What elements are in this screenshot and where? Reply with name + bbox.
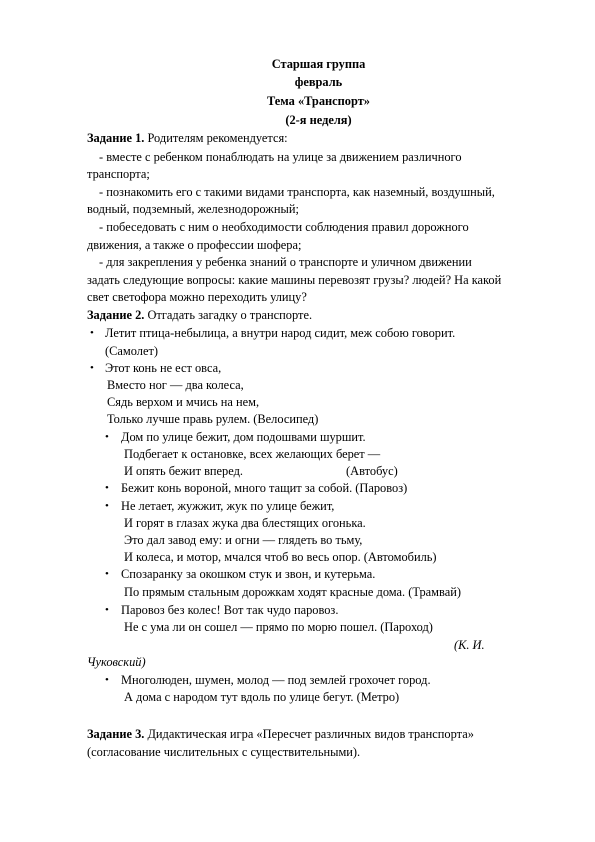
riddle-line: Паровоз без колес! Вот так чудо паровоз.: [121, 603, 339, 617]
task1-line: - вместе с ребенком понаблюдать на улице за движением различного: [99, 150, 462, 164]
task3-intro: Дидактическая игра «Пересчет различных видов транспорта»: [144, 727, 474, 741]
riddle-line: Сядь верхом и мчись на нем,: [107, 395, 260, 409]
task3-heading: [87, 726, 474, 742]
riddle-line: И опять бежит вперед.: [124, 464, 243, 478]
riddle-line: И горят в глазах жука два блестящих огонька.: [124, 516, 366, 530]
riddle-line: И колеса, и мотор, мчался чтоб во весь опор. (Автомобиль): [124, 550, 437, 564]
riddle-answer: (Самолет): [105, 344, 158, 358]
riddle-line: Летит птица-небылица, а внутри народ сидит, меж собою говорит.: [105, 326, 456, 340]
riddle-line: Бежит конь вороной, много тащит за собой. (Паровоз): [121, 481, 408, 495]
riddle-line: По прямым стальным дорожкам ходят красные дома. (Трамвай): [124, 585, 461, 599]
riddle-line: Многолюден, шумен, молод — под землей грохочет город.: [121, 673, 431, 687]
group-title: Старшая группа: [271, 57, 366, 71]
riddle-line: Вместо ног — два колеса,: [107, 378, 244, 392]
bullet-icon: •: [105, 431, 109, 443]
task1-line: задать следующие вопросы: какие машины перевозят грузы? людей? На какой: [87, 273, 502, 287]
task3-line: (согласование числительных с существительными).: [87, 745, 361, 759]
month-title: февраль: [294, 75, 343, 89]
riddle-line: Дом по улице бежит, дом подошвами шуршит.: [121, 430, 366, 444]
task1-line: - побеседовать с ним о необходимости соблюдения правил дорожного: [99, 220, 469, 234]
task1-line: водный, подземный, железнодорожный;: [87, 202, 299, 216]
task1-line: движения, а также о профессии шофера;: [87, 238, 302, 252]
task1-label: Задание 1.: [87, 131, 145, 145]
bullet-icon: •: [90, 362, 94, 374]
bullet-icon: •: [90, 327, 94, 339]
riddle-line: Спозаранку за окошком стук и звон, и кутерьма.: [121, 567, 376, 581]
riddle-line: Подбегает к остановке, всех желающих берет —: [124, 447, 381, 461]
riddle-line: Это дал завод ему: и огни — глядеть во тьму,: [124, 533, 363, 547]
bullet-icon: •: [105, 500, 109, 512]
task1-line: - познакомить его с такими видами транспорта, как наземный, воздушный,: [99, 185, 495, 199]
task1-heading: [87, 130, 288, 146]
riddle-line: А дома с народом тут вдоль по улице бегут. (Метро): [124, 690, 400, 704]
author-last: Чуковский): [87, 655, 146, 669]
task3-label: Задание 3.: [87, 727, 145, 741]
bullet-icon: •: [105, 604, 109, 616]
topic-title: Тема «Транспорт»: [267, 94, 370, 108]
bullet-icon: •: [105, 482, 109, 494]
riddle-line: Не летает, жужжит, жук по улице бежит,: [121, 499, 335, 513]
riddle-line: Не с ума ли он сошел — прямо по морю пошел. (Пароход): [124, 620, 433, 634]
task1-intro: Родителям рекомендуется:: [144, 131, 288, 145]
task2-intro: Отгадать загадку о транспорте.: [144, 308, 313, 322]
bullet-icon: •: [105, 568, 109, 580]
bullet-icon: •: [105, 674, 109, 686]
task1-line: свет светофора можно переходить улицу?: [87, 290, 307, 304]
task1-line: транспорта;: [87, 167, 150, 181]
task2-heading: [87, 307, 312, 323]
task2-label: Задание 2.: [87, 308, 145, 322]
task1-line: - для закрепления у ребенка знаний о транспорте и уличном движении: [99, 255, 472, 269]
riddle-line: Этот конь не ест овса,: [105, 361, 222, 375]
riddle-line: Только лучше правь рулем. (Велосипед): [107, 412, 319, 426]
author-first: (К. И.: [454, 638, 485, 652]
riddle-answer: (Автобус): [346, 464, 398, 478]
week-title: (2-я неделя): [285, 113, 352, 127]
